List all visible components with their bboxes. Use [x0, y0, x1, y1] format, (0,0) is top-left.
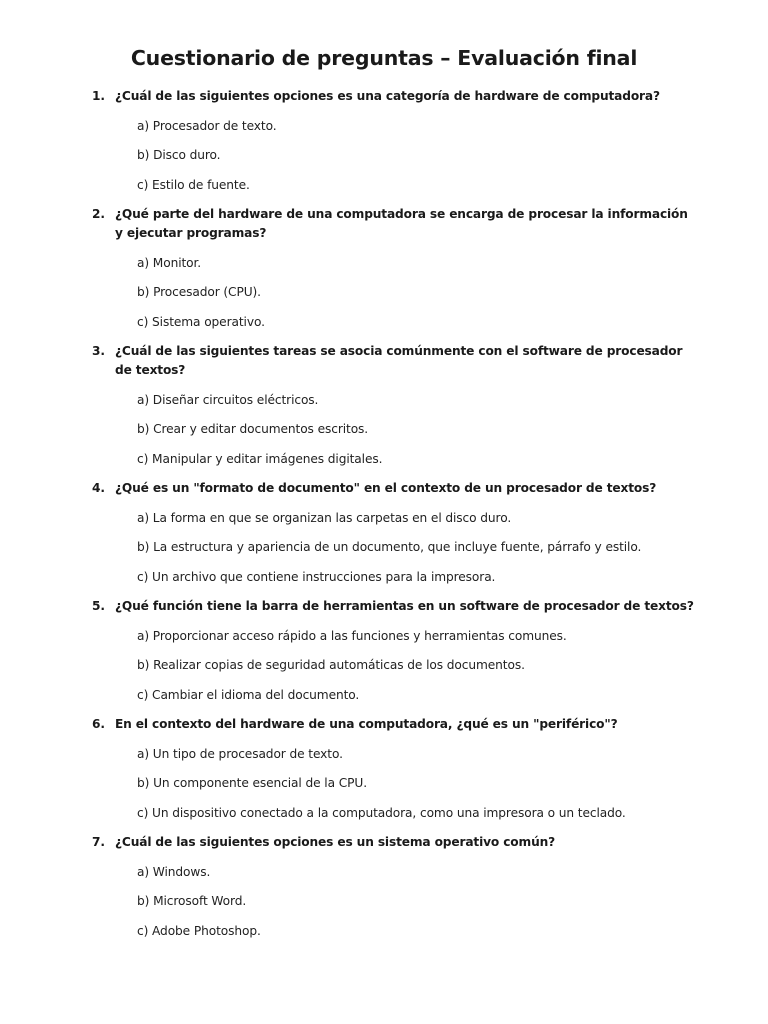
- question-text: En el contexto del hardware de una computadora, ¿qué es un "periférico"?: [115, 717, 618, 731]
- answer-option: b) Crear y editar documentos escritos.: [137, 422, 369, 436]
- answer-options: [92, 117, 698, 195]
- answer-option: a) Un tipo de procesador de texto.: [137, 746, 343, 761]
- question-number: 3.: [92, 344, 105, 358]
- question-text: ¿Qué parte del hardware de una computadora se encarga de procesar la información y ejecutar programas?: [115, 207, 688, 240]
- question-number: 4.: [92, 481, 105, 495]
- answer-option: c) Adobe Photoshop.: [137, 923, 261, 938]
- answer-option: c) Manipular y editar imágenes digitales.: [137, 451, 383, 466]
- question-header: [92, 715, 698, 734]
- document-title: Cuestionario de preguntas – Evaluación final: [130, 46, 638, 70]
- answer-options: [92, 391, 698, 469]
- question-text: ¿Cuál de las siguientes opciones es un sistema operativo común?: [115, 835, 556, 849]
- answer-options: [92, 627, 698, 705]
- question-header: [92, 87, 698, 106]
- answer-option: b) Procesador (CPU).: [137, 285, 261, 299]
- answer-option: a) Diseñar circuitos eléctricos.: [137, 392, 319, 407]
- question-header: [92, 833, 698, 852]
- answer-options: [92, 254, 698, 332]
- question-number: 7.: [92, 835, 105, 849]
- question-number: 1.: [92, 89, 105, 103]
- question-item: [92, 87, 698, 195]
- question-number: 2.: [92, 207, 105, 221]
- answer-option: c) Un archivo que contiene instrucciones para la impresora.: [137, 569, 496, 584]
- question-item: [92, 205, 698, 332]
- answer-option: b) Disco duro.: [137, 148, 221, 162]
- question-header: [92, 479, 698, 498]
- answer-option: c) Un dispositivo conectado a la computadora, como una impresora o un teclado.: [137, 805, 626, 820]
- question-item: [92, 479, 698, 587]
- answer-option: b) Microsoft Word.: [137, 894, 247, 908]
- question-item: [92, 715, 698, 823]
- answer-option: b) La estructura y apariencia de un documento, que incluye fuente, párrafo y estilo.: [137, 540, 642, 554]
- answer-options: [92, 745, 698, 823]
- question-text: ¿Cuál de las siguientes opciones es una categoría de hardware de computadora?: [115, 89, 660, 103]
- answer-options: [92, 863, 698, 941]
- question-item: [92, 342, 698, 469]
- question-number: 5.: [92, 599, 105, 613]
- answer-option: c) Cambiar el idioma del documento.: [137, 687, 360, 702]
- answer-option: a) La forma en que se organizan las carpetas en el disco duro.: [137, 510, 512, 525]
- question-header: [92, 597, 698, 616]
- answer-option: a) Windows.: [137, 864, 211, 879]
- question-text: ¿Qué función tiene la barra de herramientas en un software de procesador de textos?: [115, 599, 694, 613]
- question-text: ¿Qué es un "formato de documento" en el contexto de un procesador de textos?: [115, 481, 657, 495]
- answer-option: a) Monitor.: [137, 255, 202, 270]
- question-header: [92, 342, 698, 380]
- answer-option: a) Procesador de texto.: [137, 118, 277, 133]
- question-header: [92, 205, 698, 243]
- answer-option: c) Sistema operativo.: [137, 314, 265, 329]
- question-number: 6.: [92, 717, 105, 731]
- answer-options: [92, 509, 698, 587]
- question-item: [92, 833, 698, 941]
- answer-option: b) Un componente esencial de la CPU.: [137, 776, 367, 790]
- answer-option: c) Estilo de fuente.: [137, 177, 250, 192]
- question-text: ¿Cuál de las siguientes tareas se asocia comúnmente con el software de procesador de textos?: [115, 344, 683, 377]
- answer-option: a) Proporcionar acceso rápido a las funciones y herramientas comunes.: [137, 628, 567, 643]
- answer-option: b) Realizar copias de seguridad automáticas de los documentos.: [137, 658, 525, 672]
- question-item: [92, 597, 698, 705]
